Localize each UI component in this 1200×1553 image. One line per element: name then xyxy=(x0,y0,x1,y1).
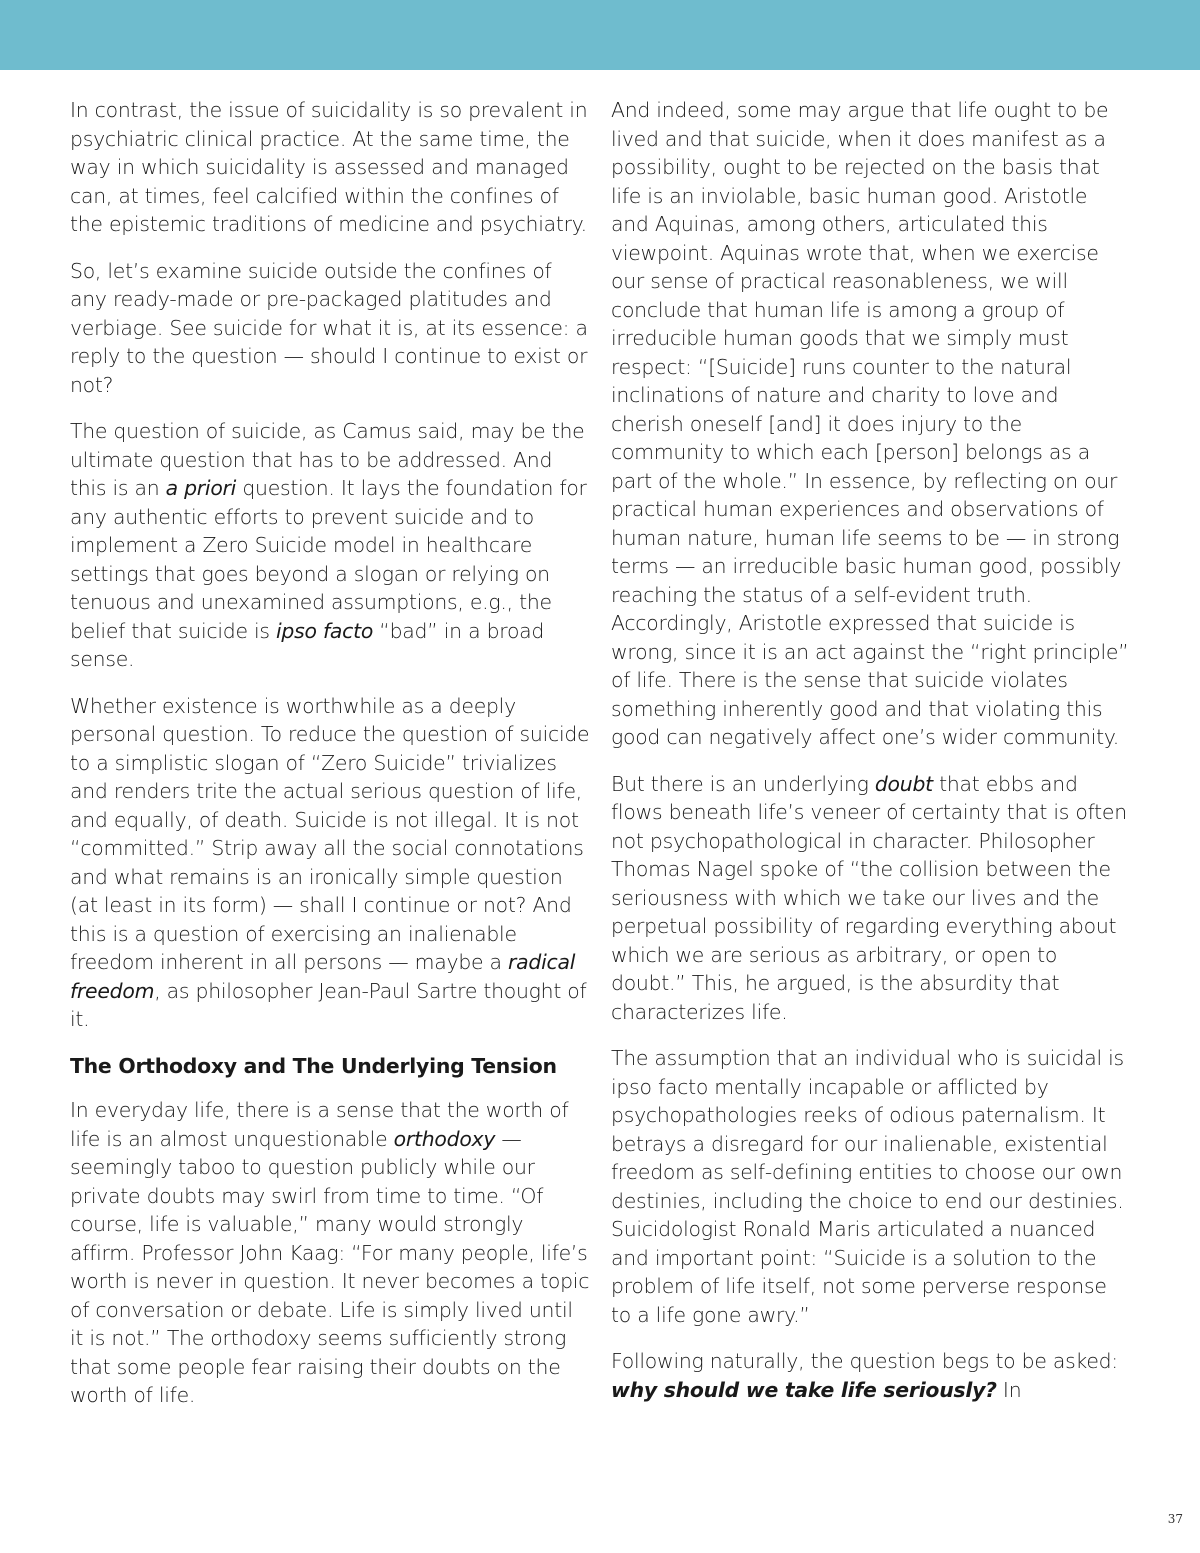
italic-term: ipso facto xyxy=(276,618,374,643)
italic-term: orthodoxy xyxy=(393,1126,496,1151)
italic-term: doubt xyxy=(874,771,933,796)
paragraph: And indeed, some may argue that life ought to be lived and that suicide, when it does manifest as a possibility, ought to be rejected on the basis that life is an inviolable, basic human good. Aristotle and Aquinas, among others, articulated this viewpoint. Aquinas wrote that, when we exercise our sense of practical reasonableness, we will conclude that human life is among a group of irreducible human goods that we simply must respect: “[Suicide] runs counter to the natural inclinations of nature and charity to love and cherish oneself [and] it does injury to the community to which each [person] belongs as a part of the whole.” In essence, by reflecting on our practical human experiences and observations of human nature, human life seems to be — in strong terms — an irreducible basic human good, possibly reaching the status of a self-evident truth. Accordingly, Aristotle expressed that suicide is wrong, since it is an act against the “right principle” of life. There is the sense that suicide violates something inherently good and that violating this good can negatively affect one’s wider community. xyxy=(611,98,1129,749)
paragraph: In contrast, the issue of suicidality is so prevalent in psychiatric clinical practice. At the same time, the way in which suicidality is assessed and managed can, at times, feel calcified within the confines of the epistemic traditions of medicine and psychiatry. xyxy=(70,98,588,236)
paragraph: So, let’s examine suicide outside the confines of any ready-made or pre-packaged platitudes and verbiage. See suicide for what it is, at its essence: a reply to the question — should I continue to exist or not? xyxy=(70,258,588,397)
section-heading: The Orthodoxy and The Underlying Tension xyxy=(70,1053,557,1078)
paragraph: But there is an underlying doubt that ebbs and flows beneath life’s veneer of certainty that is often not psychopathological in character. Philosopher Thomas Nagel spoke of “the collision between the seriousness with which we take our lives and the perpetual possibility of regarding everything about which we are serious as arbitrary, or open to doubt.” This, he argued, is the absurdity that characterizes life. xyxy=(611,771,1127,1024)
paragraph: The question of suicide, as Camus said, may be the ultimate question that has to be addressed. And this is an a priori question. It lays the foundation for any authentic efforts to prevent suicide and to implement a Zero Suicide model in healthcare settings that goes beyond a slogan or relying on tenuous and unexamined assumptions, e.g., the belief that suicide is ipso facto “bad” in a broad sense. xyxy=(70,419,587,671)
page-number: 37 xyxy=(1167,1512,1183,1526)
italic-term: radical freedom xyxy=(70,950,576,1003)
paragraph: In everyday life, there is a sense that the worth of life is an almost unquestionable orthodoxy — seemingly taboo to question publicly while our private doubts may swirl from time to time. “Of course, life is valuable,” many would strongly affirm. Professor John Kaag: “For many people, life’s worth is never in question. It never becomes a topic of conversation or debate. Life is simply lived until it is not.” The orthodoxy seems sufficiently strong that some people fear raising their doubts on the worth of life. xyxy=(70,1098,590,1407)
paragraph: Whether existence is worthwhile as a deeply personal question. To reduce the question of suicide to a simplistic slogan of “Zero Suicide” trivializes and renders trite the actual serious question of life, and equally, of death. Suicide is not illegal. It is not “committed.” Strip away all the social connotations and what remains is an ironically simple question (at least in its form) — shall I continue or not? And this is a question of exercising an inalienable freedom inherent in all persons — maybe a radical freedom, as philosopher Jean-Paul Sartre thought of it. xyxy=(70,693,590,1031)
right-column xyxy=(611,96,1131,1422)
left-column xyxy=(70,96,590,1428)
bold-question: why should we take life seriously? xyxy=(611,1377,997,1402)
header-color-band xyxy=(0,0,1200,70)
paragraph: Following naturally, the question begs to be asked: why should we take life seriously? In xyxy=(611,1349,1118,1402)
paragraph: The assumption that an individual who is suicidal is ipso facto mentally incapable or afflicted by psychopathologies reeks of odious paternalism. It betrays a disregard for our inalienable, existential freedom as self-defining entities to choose our own destinies, including the choice to end our destinies. Suicidologist Ronald Maris articulated a nuanced and important point: “Suicide is a solution to the problem of life itself, not some perverse response to a life gone awry.” xyxy=(611,1046,1124,1327)
italic-term: a priori xyxy=(165,476,237,500)
